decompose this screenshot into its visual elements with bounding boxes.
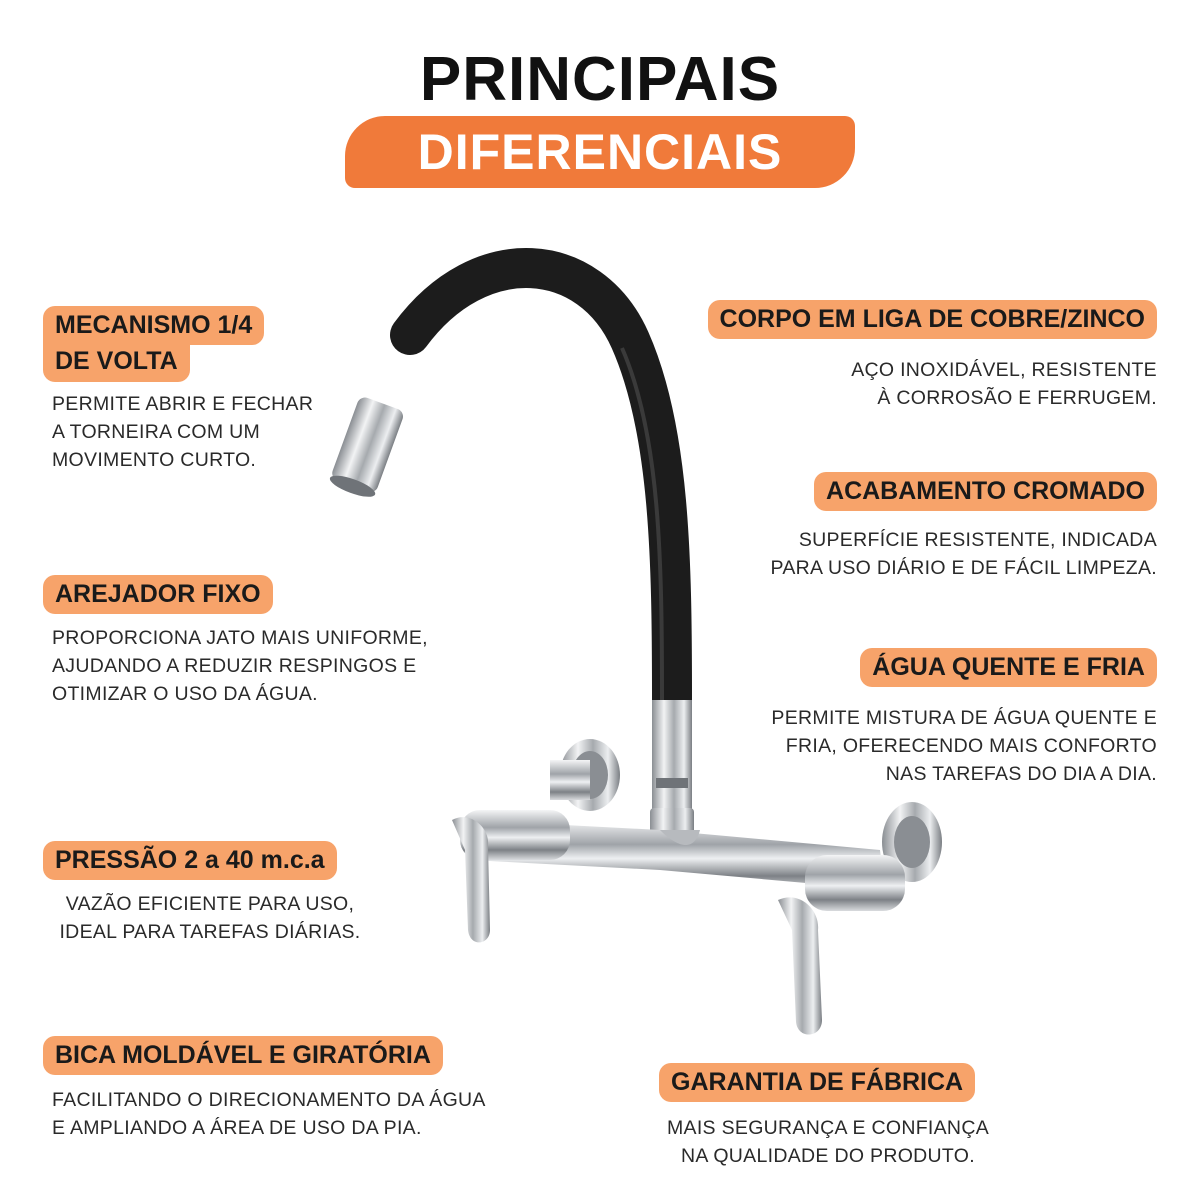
arejador-desc-line: OTIMIZAR O USO DA ÁGUA. [52,683,318,705]
bica-description [52,1086,486,1142]
agua-desc-line: FRIA, OFERECENDO MAIS CONFORTO [785,735,1157,757]
spout-neck [652,700,692,810]
mecanismo-desc-line: MOVIMENTO CURTO. [52,449,257,471]
arejador-title: AREJADOR FIXO [43,575,273,614]
acabamento-desc-line: PARA USO DIÁRIO E DE FÁCIL LIMPEZA. [770,557,1157,579]
bica-desc-line: FACILITANDO O DIRECIONAMENTO DA ÁGUA [52,1089,486,1111]
arejador-desc-line: PROPORCIONA JATO MAIS UNIFORME, [52,627,428,649]
mecanismo-desc-line: PERMITE ABRIR E FECHAR [52,393,314,415]
corpo-title: CORPO EM LIGA DE COBRE/ZINCO [708,300,1157,339]
page-title: PRINCIPAIS [419,45,781,114]
mecanismo-title-line1: MECANISMO 1/4 [43,306,264,345]
mecanismo-description [52,390,313,474]
agua-description [771,704,1157,788]
acabamento-desc-line: SUPERFÍCIE RESISTENTE, INDICADA [798,529,1157,551]
mecanismo-desc-line: A TORNEIRA COM UM [52,421,261,443]
garantia-desc-line: NA QUALIDADE DO PRODUTO. [681,1145,975,1167]
page-subtitle: DIFERENCIAIS [417,124,783,180]
garantia-title: GARANTIA DE FÁBRICA [659,1063,975,1102]
bica-title: BICA MOLDÁVEL E GIRATÓRIA [43,1036,443,1075]
arejador-desc-line: AJUDANDO A REDUZIR RESPINGOS E [52,655,417,677]
garantia-description [628,1114,1028,1170]
garantia-desc-line: MAIS SEGURANÇA E CONFIANÇA [666,1117,990,1139]
corpo-desc-line: À CORROSÃO E FERRUGEM. [877,387,1157,409]
flexible-spout-hose [410,268,672,700]
aerator-tip [328,395,406,501]
arejador-description [52,624,428,708]
agua-desc-line: NAS TAREFAS DO DIA A DIA. [885,763,1157,785]
agua-title: ÁGUA QUENTE E FRIA [860,648,1157,687]
acabamento-description [770,526,1157,582]
pressao-desc-line: IDEAL PARA TAREFAS DIÁRIAS. [59,921,361,943]
left-lever-handle [452,817,490,942]
agua-desc-line: PERMITE MISTURA DE ÁGUA QUENTE E [771,707,1157,729]
pressao-description [43,890,377,946]
corpo-desc-line: AÇO INOXIDÁVEL, RESISTENTE [851,359,1157,381]
pressao-desc-line: VAZÃO EFICIENTE PARA USO, [65,893,355,915]
bica-desc-line: E AMPLIANDO A ÁREA DE USO DA PIA. [52,1117,422,1139]
right-lever-handle [778,897,822,1034]
mecanismo-title-line2: DE VOLTA [43,345,190,382]
pressao-title: PRESSÃO 2 a 40 m.c.a [43,841,337,880]
corpo-description [851,356,1157,412]
acabamento-title: ACABAMENTO CROMADO [814,472,1157,511]
